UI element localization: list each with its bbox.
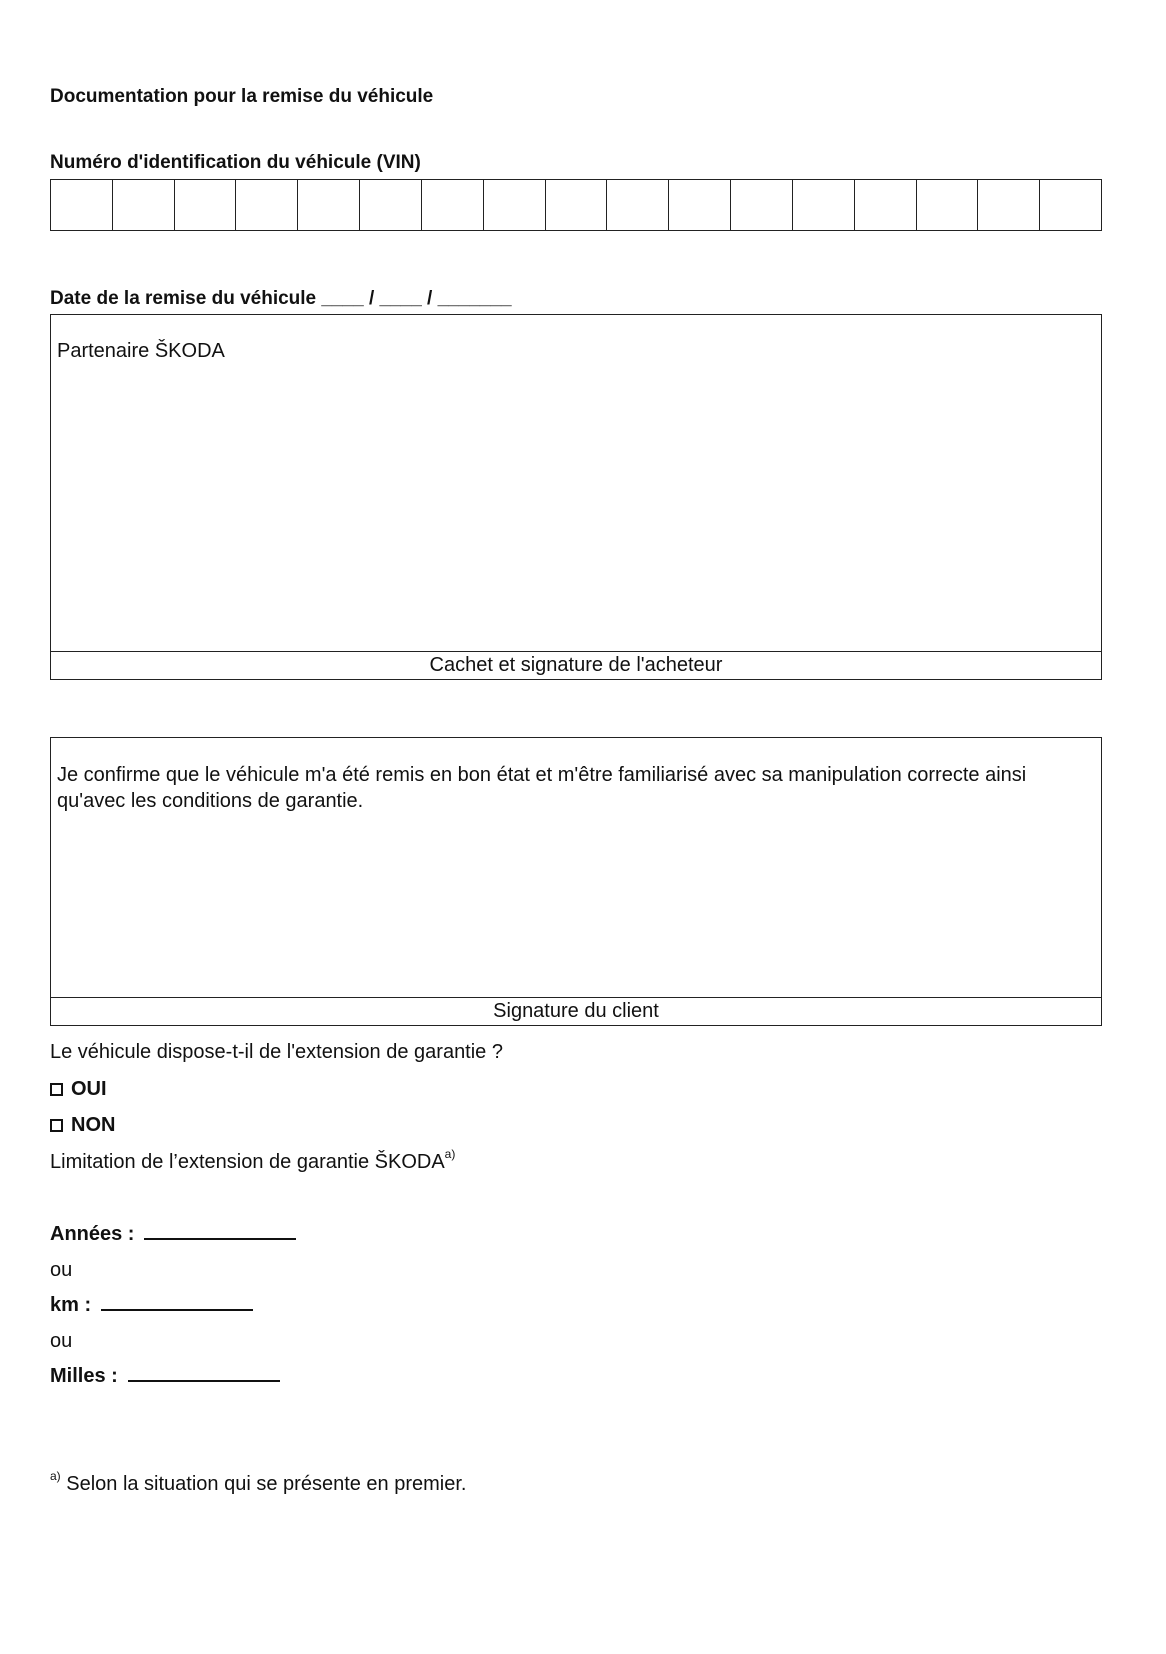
vin-cell[interactable] (113, 180, 175, 230)
warranty-extension-question: Le véhicule dispose-t-il de l'extension de garantie ? (50, 1041, 503, 1063)
km-label: km : (50, 1294, 92, 1316)
footnote (50, 1469, 467, 1497)
vin-label: Numéro d'identification du véhicule (VIN) (50, 152, 421, 173)
footnote-text: Selon la situation qui se présente en premier. (60, 1473, 467, 1495)
km-field[interactable] (50, 1293, 253, 1318)
warranty-limitation-text: Limitation de l’extension de garantie ŠKODA (50, 1151, 445, 1173)
handover-date-field[interactable] (50, 287, 512, 311)
vin-cell[interactable] (607, 180, 669, 230)
vin-cell[interactable] (855, 180, 917, 230)
vin-cell[interactable] (793, 180, 855, 230)
vin-cell[interactable] (546, 180, 608, 230)
vin-cell[interactable] (236, 180, 298, 230)
checkbox-icon[interactable] (50, 1083, 63, 1096)
miles-label: Milles : (50, 1365, 118, 1387)
vin-cell[interactable] (422, 180, 484, 230)
years-blank[interactable] (144, 1224, 296, 1240)
client-signature-label: Signature du client (51, 997, 1101, 1025)
vin-cell[interactable] (360, 180, 422, 230)
vin-cell[interactable] (978, 180, 1040, 230)
vin-cell[interactable] (669, 180, 731, 230)
vin-input-grid[interactable] (50, 179, 1102, 231)
footnote-reference: a) (444, 1147, 456, 1162)
km-blank[interactable] (101, 1295, 253, 1311)
vin-cell[interactable] (175, 180, 237, 230)
checkbox-icon[interactable] (50, 1119, 63, 1132)
client-signature-box[interactable] (50, 737, 1102, 1026)
footnote-mark: a) (50, 1469, 61, 1484)
option-yes[interactable] (50, 1077, 107, 1102)
partner-label: Partenaire ŠKODA (57, 340, 225, 362)
document-title: Documentation pour la remise du véhicule (50, 86, 434, 107)
warranty-limitation-heading (50, 1147, 456, 1175)
vin-cell[interactable] (731, 180, 793, 230)
or-separator: ou (50, 1259, 73, 1281)
years-label: Années : (50, 1223, 135, 1245)
vin-cell[interactable] (298, 180, 360, 230)
client-confirmation-statement: Je confirme que le véhicule m'a été remis en bon état et m'être familiarisé avec sa manipulation correcte ainsi qu'avec les conditions de garantie. (57, 764, 1027, 812)
vin-cell[interactable] (1040, 180, 1101, 230)
vin-cell[interactable] (917, 180, 979, 230)
miles-field[interactable] (50, 1364, 280, 1389)
vin-cell[interactable] (484, 180, 546, 230)
miles-blank[interactable] (128, 1366, 280, 1382)
partner-signature-box[interactable] (50, 314, 1102, 680)
or-separator: ou (50, 1330, 73, 1352)
option-no[interactable] (50, 1113, 115, 1138)
option-yes-label: OUI (71, 1078, 107, 1100)
buyer-stamp-signature-label: Cachet et signature de l'acheteur (51, 651, 1101, 679)
option-no-label: NON (71, 1114, 116, 1136)
handover-date-label: Date de la remise du véhicule (50, 288, 317, 309)
handover-date-blanks[interactable]: ____ / ____ / _______ (321, 288, 512, 309)
vin-cell[interactable] (51, 180, 113, 230)
years-field[interactable] (50, 1222, 296, 1247)
